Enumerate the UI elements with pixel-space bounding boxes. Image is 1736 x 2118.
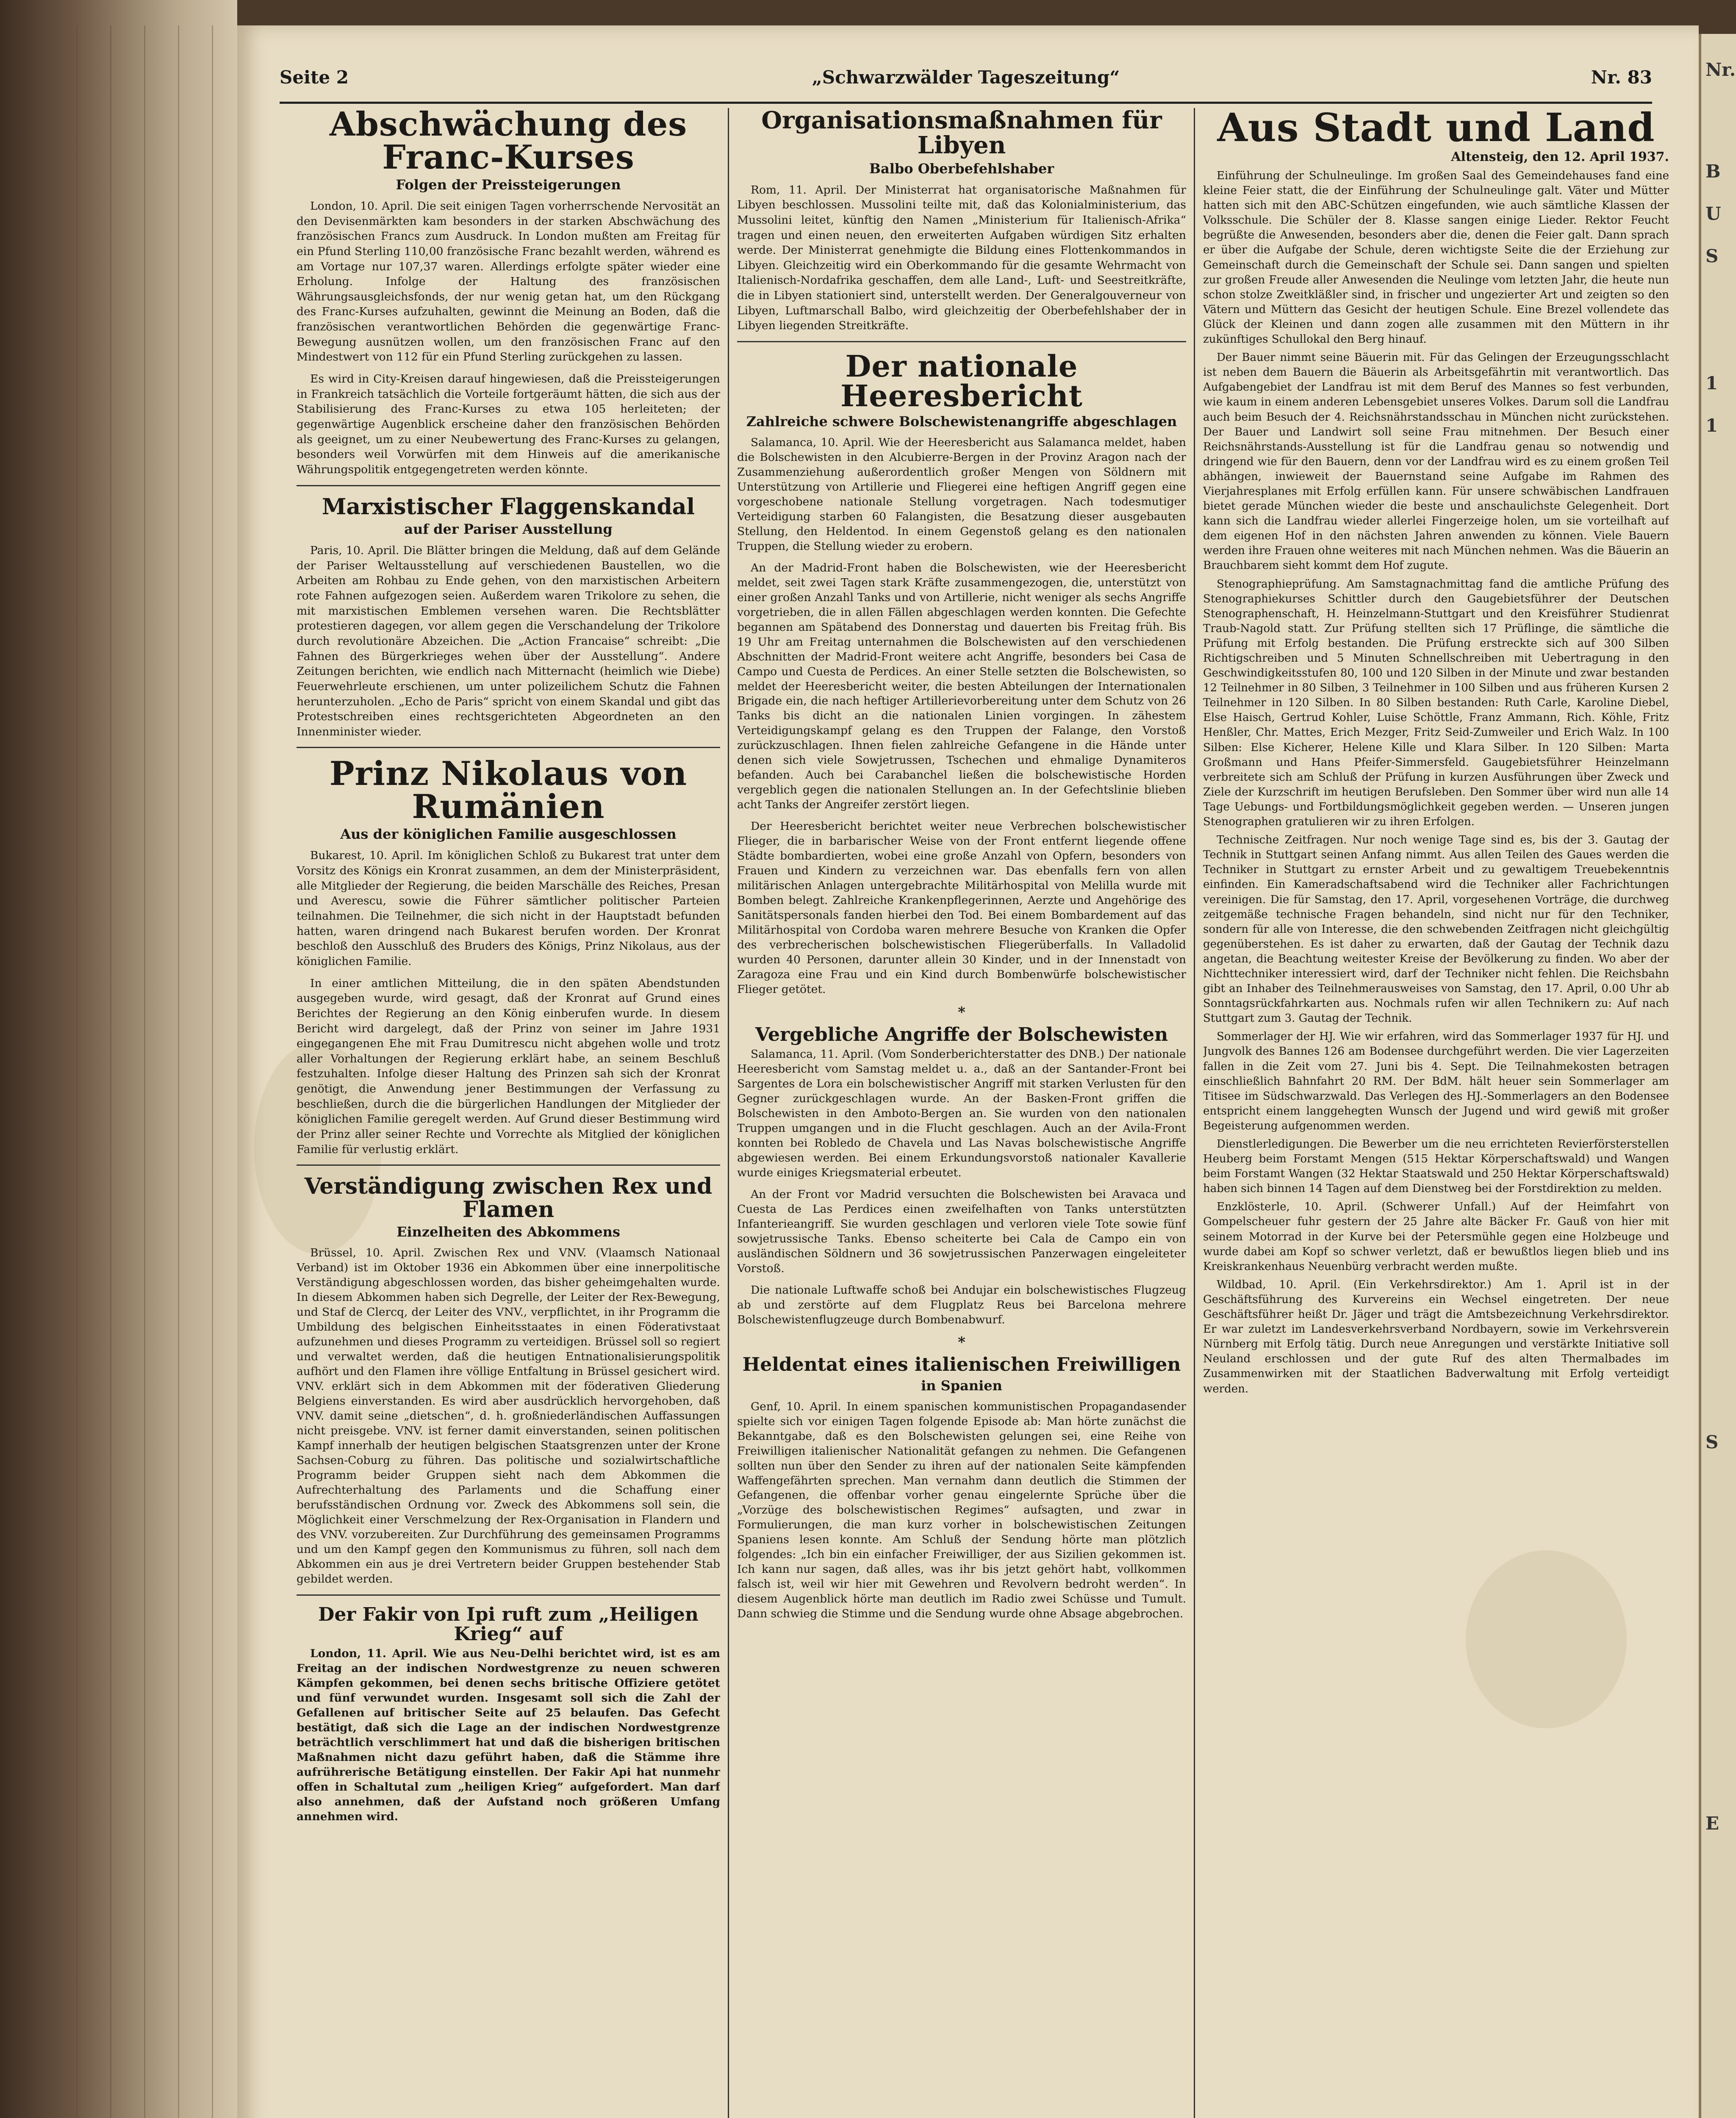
article-subheadline: auf der Pariser Ausstellung: [404, 521, 613, 538]
book-spine: [0, 0, 237, 2118]
column-middle: [737, 108, 1186, 2118]
article-subheadline: Zahlreiche schwere Bolschewistenangriffe abgeschlagen: [746, 413, 1177, 430]
article-paragraph: Paris, 10. April. Die Blätter bringen die Meldung, daß auf dem Gelände der Pariser Weltausstellung auf verschiedenen Baustellen, wo die Arbeiten am Rohbau zu Ende gehen, von den marxistischen Arbeitern rote Fahnen aufgezogen seien. Außerdem waren Trikolore zu sehen, die mit marxistischen Emblemen versehen waren. Die Rechtsblätter protestieren dagegen, vor allem gegen die Verschandelung der Trikolore durch revolutionäre Abzeichen. Die „Action Francaise“ schreibt: „Die Fahnen des Bürgerkrieges wehen über der Ausstellung“. Andere Zeitungen berichten, wie endlich nach Mitternacht (heimlich wie Diebe) Feuerwehrleute erschienen, um unter polizeilichem Schutz die Fahnen herunterzuholen. „Echo de Paris“ spricht von einem Skandal und gibt das Protestschreiben eines rechtsgerichteten Abgeordneten an den Innenminister wieder.: [297, 544, 720, 738]
page-edge: [110, 25, 111, 2118]
article-fakir: [297, 1605, 720, 1824]
article-headline: Prinz Nikolaus von Rumänien: [329, 754, 688, 826]
article-paragraph: An der Madrid-Front haben die Bolschewisten, wie der Heeresbericht meldet, seit zwei Tagen stark Kräfte zusammengezogen, die, unterstützt von einer großen Anzahl Tanks und von Artillerie, nicht weniger als sechs Angriffe vorgetrieben, die in allen Fällen abgeschlagen werden konnten. Die Gefechte begannen am Spätabend des Donnerstag und dauerten bis Freitag früh. Bis 19 Uhr am Freitag unternahmen die Bolschewisten auf den verschiedenen Abschnitten der Madrid-Front weitere acht Angriffe, besonders bei Casa de Campo und Cuesta de Perdices. An einer Stelle setzten die Bolschewisten, so meldet der Heeresbericht weiter, die besten Abteilungen der Internationalen Brigade ein, die nach heftiger Artillerievorbereitung unter dem Schutz von 26 Tanks bis dicht an die nationalen Linien vorgingen. In zähestem Verteidigungskampf gelang es den Truppen der Falange, den Vorstoß zurückzuschlagen. Ihnen fielen zahlreiche Gefangene in die Hände unter denen sich viele Sowjetrussen, Tschechen und ehmalige Dynamiteros befanden. Auch bei Carabanchel ließen die bolschewistische Horden vergeblich gegen die nationalen Stellungen an. In der Gefechtslinie blieben acht Tanks der Angreifer zerstört liegen.: [737, 561, 1186, 812]
column-rule: [1194, 108, 1195, 2118]
article-subheadline: Aus der königlichen Familie ausgeschlossen: [340, 826, 677, 843]
article-headline: Heldentat eines italienischen Freiwilligen: [742, 1354, 1181, 1376]
article-divider: [297, 1164, 720, 1166]
page-header: [280, 64, 1652, 104]
article-paragraph: Brüssel, 10. April. Zwischen Rex und VNV. (Vlaamsch Nationaal Verband) ist im Oktober 1936 ein Abkommen über eine innerpolitische Verständigung abgeschlossen worden, das bisher geheimgehalten wurde. In diesem Abkommen haben sich Degrelle, der Leiter der Rex-Bewegung, und Staf de Clercq, der Leiter des VNV., verpflichtet, in ihr Programm die Umbildung des belgischen Einheitsstaates in einen Föderativstaat aufzunehmen und dieses Programm zu verteidigen. Brüssel soll so regiert und verwaltet werden, daß die heutigen Entnationalisierungspolitik aufhört und den Flamen ihre völlige Entfaltung in Brüssel gesichert wird. VNV. erklärt sich in dem Abkommen mit der föderativen Gliederung Belgiens einverstanden. Es wird aber ausdrücklich hervorgehoben, daß VNV. damit seine „dietschen“, d. h. großniederländischen Auffassungen nicht preisgebe. VNV. ist ferner damit einverstanden, seinen politischen Kampf innerhalb der heutigen belgischen Staatsgrenzen unter der Krone Sachsen-Coburg zu führen. Das politische und sozialwirtschaftliche Programm beider Gruppen sieht nach dem Abkommen die Aufrechterhaltung des Parlaments und die Schaffung einer berufsständischen Ordnung vor. Zweck des Abkommens soll sein, die Möglichkeit einer Verschmelzung der Rex-Organisation in Flandern und des VNV. vorzubereiten. Zur Durchführung des gemeinsamen Programms und um den Kampf gegen den Kommunismus zu führen, soll nach dem Abkommen ein aus je drei Vertretern beider Gruppen bestehender Stab gebildet werden.: [297, 1246, 720, 1586]
article-subheadline: Einzelheiten des Abkommens: [397, 1224, 620, 1240]
page-edge: [178, 25, 179, 2118]
article-paragraph: Salamanca, 10. April. Wie der Heeresbericht aus Salamanca meldet, haben die Bolschewisten in den Alcubierre-Bergen in der Provinz Aragon nach der Zusammenziehung außerordentlich großer Mengen von Söldnern mit Unterstützung von Artillerie und Fliegerei eine heftigen Angriff gegen eine vorgeschobene nationale Stellung vorgetragen. Nach todesmutiger Verteidigung starben 60 Falangisten, die Besatzung dieser ausgebauten Stellung, den Heldentod. In einem Gegenstoß gelang es den nationalen Truppen, die Stellung wieder zu erobern.: [737, 436, 1186, 553]
page-number: Seite 2: [280, 67, 349, 88]
adjacent-page-edge: Nr. B U S 1 1 S E: [1699, 34, 1736, 2118]
separator-asterisk: *: [958, 1004, 965, 1021]
section-headline: Aus Stadt und Land: [1217, 108, 1655, 150]
article-paragraph: An der Front vor Madrid versuchten die Bolschewisten bei Aravaca und Cuesta de Las Perdices einen zweifelhaften von Tanks unterstützten Infanterieangriff. Sie wurden geschlagen und verloren viele Tote sowie fünf sowjetrussische Tanks. Ebenso scheiterte bei Cala de Campo ein von ausländischen Söldnern und 36 sowjetrussischen Panzerwagen eingeleiteter Vorstoß.: [737, 1187, 1186, 1275]
article-heeresbericht: [737, 349, 1186, 997]
article-paragraph: Rom, 11. April. Der Ministerrat hat organisatorische Maßnahmen für Libyen beschlossen. Mussolini teilte mit, daß das Kolonialministerium, das Mussolini leitet, künftig den Namen „Ministerium für Italienisch-Afrika“ tragen und einen neuen, den erweiterten Aufgaben würdigen Sitz erhalten werde. Der Ministerrat genehmigte die Bildung eines Flottenkommandos in Libyen. Gleichzeitig wird ein Oberkommando für die gesamte Wehrmacht von Italienisch-Nordafrika geschaffen, dem alle Land-, Luft- und Seestreitkräfte, die in Libyen stationiert sind, unterstellt werden. Der Generalgouverneur von Libyen, Luftmarschall Balbo, wird gleichzeitig der Oberbefehlshaber der in Libyen liegenden Streitkräfte.: [737, 183, 1186, 333]
article-divider: [297, 747, 720, 748]
article-vergebliche-angriffe: [737, 1025, 1186, 1328]
article-paragraph: London, 10. April. Die seit einigen Tagen vorherrschende Nervosität an den Devisenmärkten kam besonders in der starken Abschwächung des französischen Francs zum Ausdruck. In London mußten am Freitag für ein Pfund Sterling 110,00 französische Franc bezahlt werden, während es am Vortage nur 107,37 waren. Allerdings erfolgte später wieder eine Erholung. Infolge der Haltung des französischen Währungsausgleichsfonds, der nur wenig getan hat, um den Rückgang des Franc-Kurses aufzuhalten, gewinnt die Meinung an Boden, daß die französischen verantwortlichen Behörden die gegenwärtige Franc-Bewegung ausnützen wollen, um den französischen Franc auf den Mindestwert von 112 für ein Pfund Sterling zurückgehen zu lassen.: [297, 200, 720, 364]
local-news-item: Stenographieprüfung. Am Samstagnachmittag fand die amtliche Prüfung des Stenographiekurses Schittler durch den Gaugebietsführer der Deutschen Stenographenschaft, H. Heinzelmann-Stuttgart und den Kreisführer Studienrat Traub-Nagold statt. Zur Prüfung stellten sich 17 Prüflinge, die sämtliche die Prüfung mit Erfolg bestanden. Die Prüfung erstreckte sich auf 300 Silben Richtigschreiben und 5 Minuten Schnellschreiben mit Uebertragung in den Geschwindigkeitsstufen 80, 100 und 120 Silben in der Minute und zwar bestanden 12 Teilnehmer in 80 Silben, 3 Teilnehmer in 100 Silben und aus früheren Kursen 2 Teilnehmer in 120 Silben. In 80 Silben bestanden: Ruth Carle, Karoline Diebel, Else Haisch, Gertrud Kohler, Luise Schöttle, Franz Ammann, Rich. Köhle, Fritz Henßler, Chr. Mattes, Erich Mezger, Fritz Seid-Zumweiler und Erich Walz. In 100 Silben: Else Kicherer, Helene Kille und Klara Silber. In 120 Silben: Marta Großmann und Hans Pfeifer-Simmersfeld. Gaugebietsführer Heinzelmann verbreitete sich am Schluß der Prüfung in kurzen Ausführungen über Zweck und Ziele der Kurzschrift im heutigen Berufsleben. Den Sommer über wird nun alle 14 Tage Uebungs- und Fortbildungsmöglichkeit gegeben werden. — Unseren jungen Stenographen gratulieren wir zu ihren Erfolgen.: [1203, 577, 1669, 829]
article-rex-flamen: [297, 1175, 720, 1586]
local-news-item: Wildbad, 10. April. (Ein Verkehrsdirektor.) Am 1. April ist in der Geschäftsführung des Kurvereins ein Wechsel eingetreten. Der neue Geschäftsführer heißt Dr. Jäger und trägt die Amtsbezeichnung Verkehrsdirektor. Er war zuletzt im Landesverkehrsverband Nordbayern, sowie im Verkehrsverein Nürnberg mit Erfolg tätig. Durch neue Anregungen und verstärkte Initiative soll Neuland erschlossen und der gute Ruf des alten Thermalbades im Zusammenwirken mit der Staatlichen Badverwaltung mit Erfolg verteidigt werden.: [1203, 1278, 1669, 1395]
article-subheadline: Folgen der Preissteigerungen: [396, 177, 621, 193]
article-headline: Organisationsmaßnahmen für Libyen: [761, 108, 1162, 159]
article-libyen: [737, 108, 1186, 333]
article-divider: [297, 485, 720, 486]
article-headline: Der Fakir von Ipi ruft zum „Heiligen Krieg“ auf: [318, 1603, 699, 1645]
local-news-item: Sommerlager der HJ. Wie wir erfahren, wird das Sommerlager 1937 für HJ. und Jungvolk des Bannes 126 am Bodensee durchgeführt werden. Die vier Lagerzeiten fallen in die Zeit vom 27. Juni bis 4. Sept. Die Teilnahmekosten betragen einschließlich Bahnfahrt 20 RM. Der BdM. hält heuer sein Sommerlager am Titisee im Südschwarzwald. Das Verlegen des HJ.-Sommerlagers an den Bodensee entspricht einem langgehegten Wunsch der Jugend und wird gewiß mit großer Begeisterung aufgenommen werden.: [1203, 1030, 1669, 1132]
article-franc: [297, 108, 720, 477]
article-paragraph: Genf, 10. April. In einem spanischen kommunistischen Propagandasender spielte sich vor einigen Tagen folgende Episode ab: Man hörte zunächst die Bekanntgabe, daß es den Bolschewisten gelungen sei, eine Reihe von Freiwilligen italienischer Nationalität gefangen zu nehmen. Die Gefangenen sollten nun über den Sender zu ihren auf der nationalen Seite kämpfenden Waffengefährten sprechen. Man vernahm dann deutlich die Stimmen der Gefangenen, die offenbar vorher genau eingelernte Sprüche über die „Vorzüge des bolschewistischen Regimes“ aufsagten, und zwar in Formulierungen, die man kurz vorher in bolschewistischen Zeitungen Spaniens lesen konnte. Am Schluß der Sendung hörte man plötzlich folgendes: „Ich bin ein einfacher Freiwilliger, der aus Sizilien gekommen ist. Ich kann nur sagen, daß alles, was ihr bis jetzt gehört habt, vollkommen falsch ist, weil wir hier mit Gewehren und Revolvern bedroht werden“. In diesem Augenblick hörte man deutlich im Radio zwei Schüsse und Tumult. Dann schwieg die Stimme und die Sendung wurde ohne Absage abgebrochen.: [737, 1400, 1186, 1621]
local-news-item: Enzklösterle, 10. April. (Schwerer Unfall.) Auf der Heimfahrt von Gompelscheuer fuhr gestern der 25 Jahre alte Bäcker Fr. Gauß von hier mit seinem Motorrad in der Kurve bei der Petersmühle gegen eine Holzbeuge und wurde dabei am Kopf so schwer verletzt, daß er bewußtlos liegen blieb und ins Kreiskrankenhaus Neuenbürg verbracht werden mußte.: [1203, 1200, 1669, 1273]
article-paragraph: Salamanca, 11. April. (Vom Sonderberichterstatter des DNB.) Der nationale Heeresbericht vom Samstag meldet u. a., daß an der Santander-Front bei Sargentes de Lora ein bolschewistischer Angriff mit starken Verlusten für den Gegner zurückgeschlagen wurde. An der Basken-Front griffen die Bolschewisten in den Amboto-Bergen an. Sie wurden von den nationalen Truppen umgangen und in die Flucht geschlagen. Auch an der Avila-Front konnten bei Robledo de Chavela und Las Navas bolschewistische Angriffe abgewiesen werden. Bei einem Erkundungsvorstoß nationaler Kavallerie wurde einiges Kriegsmaterial erbeutet.: [737, 1048, 1186, 1179]
article-divider: [297, 1594, 720, 1596]
local-news-item: Dienstlerledigungen. Die Bewerber um die neu errichteten Revierförsterstellen Heuberg beim Forstamt Mengen (515 Hektar Körperschaftswald) und Wangen beim Forstamt Wangen (32 Hektar Staatswald und 250 Hektar Körperschaftswald) haben sich binnen 14 Tagen auf dem Dienstweg bei der Forstdirektion zu melden.: [1203, 1138, 1669, 1195]
article-flaggenskandal: [297, 493, 720, 740]
local-news-item: Technische Zeitfragen. Nur noch wenige Tage sind es, bis der 3. Gautag der Technik in Stuttgart seinen Anfang nimmt. Aus allen Teilen des Gaues werden die Techniker in Stuttgart zu ernster Arbeit und zu gewaltigem Treuebekenntnis einfinden. Ein Kameradschaftsabend wird die Techniker aller Fachrichtungen vereinigen. Die für Samstag, den 17. April, vorgesehenen Vorträge, die durchweg zeitgemäße technische Fragen behandeln, sind nicht nur für den Techniker, sondern für alle von Interesse, die den schwebenden Zeitfragen nicht gleichgültig gegenüberstehen. Es ist daher zu erwarten, daß der Gautag der Technik dazu angetan, die Beachtung weitester Kreise der Bevölkerung zu finden. Wo aber der Nichttechniker interessiert wird, darf der Techniker nicht fehlen. Die Reichsbahn gibt an Inhaber des Teilnehmerausweises von Samstag, den 17. April, 0.00 Uhr ab Sonntagsrückfahrkarten aus. Nochmals rufen wir allen Technikern zu: Auf nach Stuttgart zum 3. Gautag der Technik.: [1203, 834, 1669, 1025]
article-divider: [737, 341, 1186, 342]
article-subheadline: in Spanien: [921, 1377, 1002, 1394]
local-news-item: Der Bauer nimmt seine Bäuerin mit. Für das Gelingen der Erzeugungsschlacht ist neben dem Bauern die Bäuerin als Arbeitsgefährtin mit verantwortlich. Das Aufgabengebiet der Landfrau ist mit dem Beruf des Mannes so fest verbunden, wie kaum in einem anderen Lebensgebiet unseres Volkes. Darum soll die Landfrau auch beim Besuch der 4. Reichsnährstandsschau in München nicht zurückstehen. Der Bauer und Landwirt soll seine Frau mitnehmen. Der Besuch einer Reichsnährstands-Ausstellung ist für die Landfrau genau so notwendig und dringend wie für den Bauern, denn vor der Landfrau wird es zu einem großen Teil abhängen, inwieweit der Bauernstand seine Aufgabe im Rahmen des Vierjahresplanes mit Erfolg erfüllen kann. Für unsere schwäbischen Landfrauen bietet gerade München wieder die beste und anschaulichste Gelegenheit. Dort kann sich die Landfrau wieder allerlei Fingerzeige holen, um sie vorteilhaft auf dem eigenen Hof in den nächsten Jahren anwenden zu können. Viele Bauern werden ihre Frauen ohne weiteres mit nach München nehmen. Was die Bäuerin an Brauchbarem sieht kommt dem Hof zugute.: [1203, 351, 1669, 572]
local-news-item: Einführung der Schulneulinge. Im großen Saal des Gemeindehauses fand eine kleine Feier statt, die der Einführung der Schulneulinge galt. Väter und Mütter hatten sich mit den ABC-Schützen eingefunden, wie auch sämtliche Klassen der Volksschule. Die Schüler der 8. Klasse sangen einige Lieder. Rektor Feucht begrüßte die Anwesenden, besonders aber die, denen die Feier galt. Dann sprach er über die Aufgabe der Schule, deren wichtigste Seite die der Erziehung zur Gemeinschaft durch die Gemeinschaft der Schule sei. Dann sangen und spielten zur großen Freude aller Anwesenden die Neulinge vom letzten Jahr, die heute nun schon stolze Zweitkläßler sind, in frischer und ungezierter Art und zeigten so den Vätern und Müttern das Gesicht der heutigen Schule. Eine Brezel vollendete das Glück der Kleinen und dann zogen alle zusammen mit den Müttern in ihr zukünftiges Schullokal den Berg hinauf.: [1203, 169, 1669, 346]
page-edge: [144, 25, 145, 2118]
article-nikolaus: [297, 754, 720, 1157]
separator-asterisk: *: [958, 1334, 965, 1351]
page-edge: [212, 25, 213, 2118]
article-heldentat: [737, 1355, 1186, 1622]
newspaper-name: „Schwarzwälder Tageszeitung“: [812, 67, 1120, 88]
column-left: [297, 108, 720, 2118]
article-paragraph: Bukarest, 10. April. Im königlichen Schloß zu Bukarest trat unter dem Vorsitz des Königs ein Kronrat zusammen, an dem der Ministerpräsident, alle Mitglieder der Regierung, die beiden Marschälle des Reiches, Presan und Averescu, sowie die Führer sämtlicher politischer Parteien teilnahmen. Die Teilnehmer, die sich nicht in der Hauptstadt befunden hatten, waren dringend nach Bukarest berufen worden. Der Kronrat beschloß den Ausschluß des Bruders des Königs, Prinz Nikolaus, aus der königlichen Familie.: [297, 849, 720, 968]
article-headline: Marxistischer Flaggenskandal: [322, 493, 695, 520]
page-edge: [76, 25, 78, 2118]
article-headline: Verständigung zwischen Rex und Flamen: [304, 1173, 713, 1223]
column-right: [1203, 108, 1669, 2118]
article-paragraph: In einer amtlichen Mitteilung, die in den späten Abendstunden ausgegeben wurde, wird gesagt, daß der Kronrat auf Grund eines Berichtes der Regierung an den König einberufen wurde. In diesem Bericht wird dargelegt, daß der Prinz von seiner im Jahre 1931 eingegangenen Ehe mit Frau Dumitrescu nicht abgehen wolle und trotz aller Vorhaltungen der Regierung erklärt habe, an seinem Beschluß festzuhalten. Infolge dieser Haltung des Prinzen sah sich der Kronrat genötigt, die Anwendung jener Bestimmungen der Verfassung zu beschließen, durch die die bürgerlichen Handlungen der Mitglieder der königlichen Familie geregelt werden. Auf Grund dieser Bestimmung wird der Prinz aller seiner Rechte und Vorrechte als Mitglied der königlichen Familie für verlustig erklärt.: [297, 976, 720, 1156]
dateline: Altensteig, den 12. April 1937.: [1451, 150, 1669, 164]
article-paragraph: Es wird in City-Kreisen darauf hingewiesen, daß die Preissteigerungen in Frankreich tatsächlich die Vorteile fortgeräumt hätten, die sich aus der Stabilisierung des Franc-Kurses zu etwa 105 herleiteten; der gegenwärtige Augenblick erscheine daher den französischen Behörden als geeignet, um zu einer Neubewertung des Franc-Kurses zu gelangen, besonders weil Vorwürfen mit dem Hinweis auf die amerikanische Währungspolitik entgegengetreten werden könnte.: [297, 372, 720, 476]
article-subheadline: Balbo Oberbefehlshaber: [869, 160, 1054, 177]
article-paragraph: Die nationale Luftwaffe schoß bei Andujar ein bolschewistisches Flugzeug ab und zerstörte auf dem Flugplatz Reus bei Barcelona mehrere Bolschewistenflugzeuge durch Bombenabwurf.: [737, 1283, 1186, 1326]
column-rule: [728, 108, 729, 2118]
article-headline: Abschwächung des Franc-Kurses: [329, 108, 688, 177]
article-headline: Der nationale Heeresbericht: [840, 349, 1083, 413]
article-paragraph: London, 11. April. Wie aus Neu-Delhi berichtet wird, ist es am Freitag an der indischen Nordwestgrenze zu neuen schweren Kämpfen gekommen, bei denen sechs britische Offiziere getötet und fünf verwundet wurden. Insgesamt soll sich die Zahl der Gefallenen auf britischer Seite auf 25 belaufen. Das Gefecht bestätigt, daß sich die Lage an der indischen Nordwestgrenze beträchtlich verschlimmert hat und daß die bisherigen britischen Maßnahmen nicht dazu geführt haben, daß die Stämme ihre aufrührerische Betätigung einstellen. Der Fakir Api hat nunmehr offen in Schaltutal zum „heiligen Krieg“ aufgefordert. Man darf also annehmen, daß der Aufstand noch größeren Umfang annehmen wird.: [297, 1647, 720, 1823]
issue-number: Nr. 83: [1591, 67, 1652, 88]
article-paragraph: Der Heeresbericht berichtet weiter neue Verbrechen bolschewistischer Flieger, die in barbarischer Weise von der Front entfernt liegende offene Städte bombardierten, wobei eine große Anzahl von Opfern, besonders von Frauen und Kindern zu verzeichnen war. Das ebenfalls fern von allen militärischen Anlagen untergebrachte Militärhospital von Melilla wurde mit Bomben belegt. Zahlreiche Krankenpflegerinnen, Aerzte und Angehörige des Sanitätspersonals fanden hierbei den Tod. Bei einem Bombardement auf das Militärhospital von Cordoba waren mehrere Besuche von Kranken die Opfer des verbrecherischen bolschewistischen Fliegerüberfalls. In Valladolid wurden 40 Personen, darunter allein 30 Kinder, und in der Innenstadt von Zaragoza eine Frau und ein Kind durch Bombenwürfe bolschewistischer Flieger getötet.: [737, 820, 1186, 996]
article-headline: Vergebliche Angriffe der Bolschewisten: [755, 1023, 1168, 1045]
